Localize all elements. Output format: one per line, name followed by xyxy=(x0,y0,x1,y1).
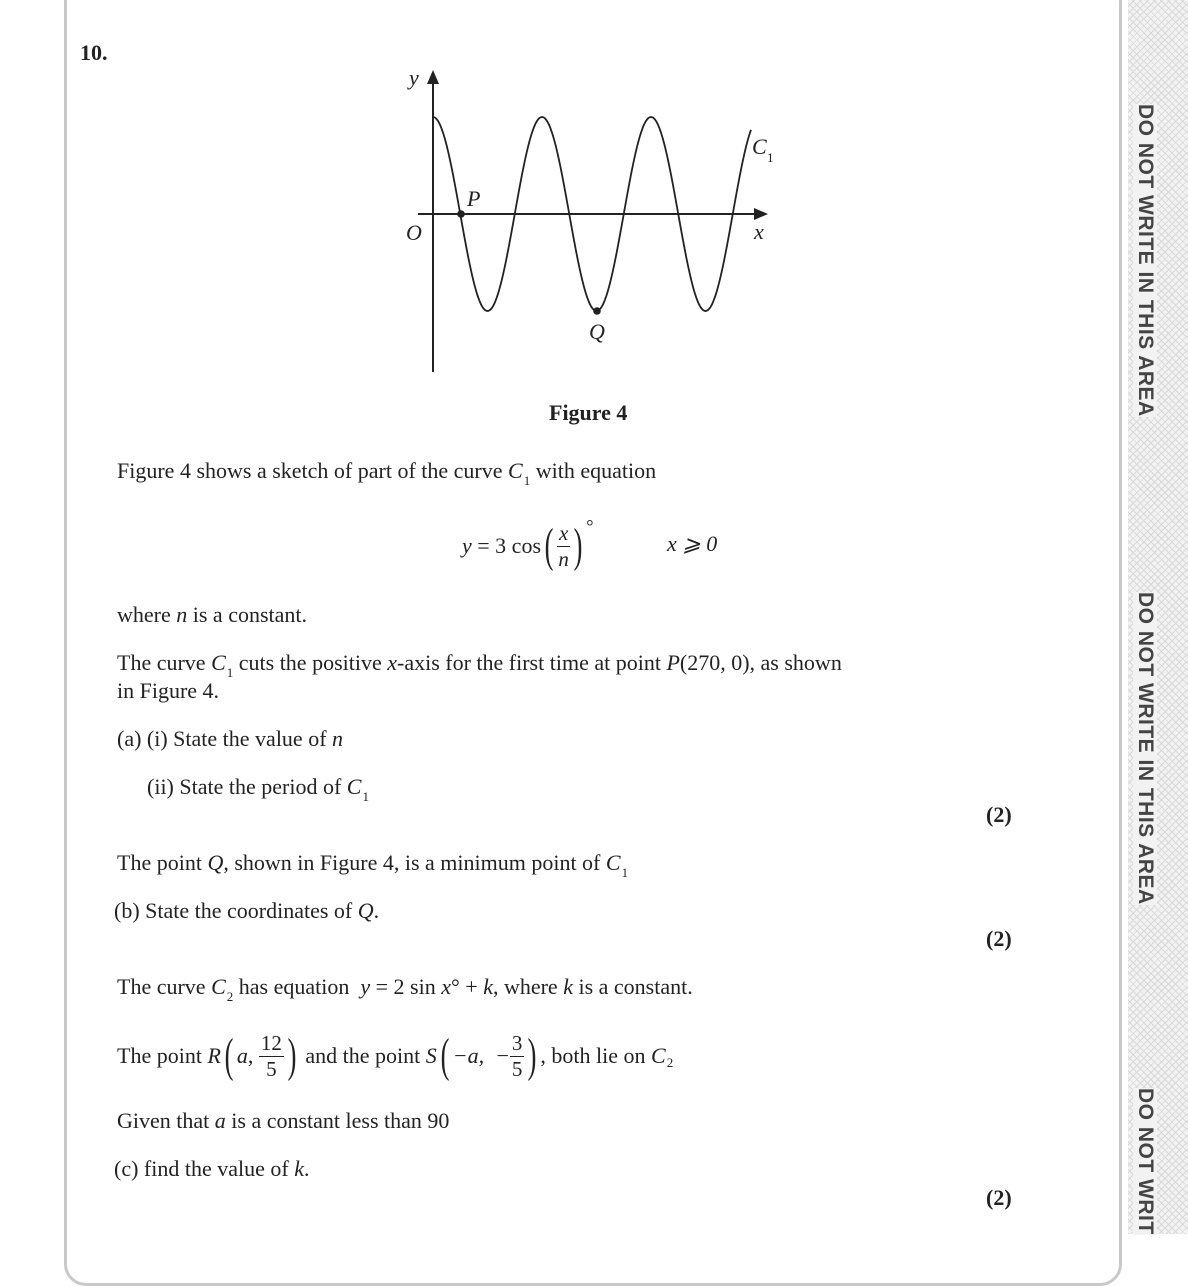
eq-rhs: = 3 cos xyxy=(477,533,541,558)
pts-s: S xyxy=(425,1043,437,1068)
part-b-label: (b) State the coordinates of xyxy=(114,898,358,923)
c2-sub: 2 xyxy=(226,989,234,1004)
pts-s-paren-right: ) xyxy=(528,1029,537,1082)
pts-s-den: 5 xyxy=(511,1056,523,1081)
c2-k: k xyxy=(483,974,493,999)
pts-r-comma: , xyxy=(247,1043,259,1068)
pts-s-a: −a, − xyxy=(452,1043,510,1068)
pq-var: Q xyxy=(207,850,224,875)
part-a-i-label: (a) (i) State the value of xyxy=(117,726,333,751)
cuts-sub: 1 xyxy=(226,665,234,680)
eq-fraction xyxy=(557,520,570,571)
part-c-post: . xyxy=(303,1156,310,1181)
pq-curve: C xyxy=(605,850,621,875)
c2-eq-y: y xyxy=(360,974,371,999)
origin-label: O xyxy=(406,220,422,245)
point-p-dot xyxy=(457,210,465,218)
marks-c: (2) xyxy=(986,1185,1012,1210)
given-post: is a constant less than 90 xyxy=(225,1108,450,1133)
part-b-var: Q xyxy=(357,898,374,923)
intro-sub: 1 xyxy=(523,473,531,488)
intro-post: with equation xyxy=(530,458,657,483)
given-text xyxy=(117,1108,449,1134)
part-c xyxy=(114,1156,309,1182)
intro-pre: Figure 4 shows a sketch of part of the curve xyxy=(117,458,509,483)
intro-curve: C xyxy=(508,458,523,483)
cuts-text-line2: in Figure 4. xyxy=(117,678,220,703)
part-b xyxy=(114,898,379,924)
margin-warning-3: DO NOT WRIT xyxy=(1134,1088,1157,1235)
eq-paren-left: ( xyxy=(544,519,554,572)
given-pre: Given that xyxy=(117,1108,215,1133)
marks-b: (2) xyxy=(986,926,1012,951)
pts-curve: C xyxy=(651,1043,666,1068)
part-a-i-var: n xyxy=(332,726,344,751)
pts-r-den: 5 xyxy=(266,1056,277,1081)
c2-mid: has equation xyxy=(233,974,361,999)
c2-curve: C xyxy=(211,974,226,999)
part-a-i xyxy=(117,726,343,752)
point-q-text xyxy=(117,850,629,880)
pts-r-paren-left: ( xyxy=(224,1029,234,1082)
marks-a: (2) xyxy=(986,802,1012,827)
cuts-mid: cuts the positive xyxy=(233,650,388,675)
y-axis-arrow xyxy=(427,70,439,84)
eq-num: x xyxy=(558,520,569,545)
pts-r-a: a xyxy=(236,1043,248,1068)
cuts-point: P xyxy=(666,650,680,675)
curve-label: C xyxy=(752,134,767,159)
curve-label-sub: 1 xyxy=(767,150,774,165)
part-c-label: (c) find the value of xyxy=(114,1156,295,1181)
pts-sub: 2 xyxy=(666,1055,674,1070)
pts-s-paren-left: ( xyxy=(440,1029,450,1082)
cuts-curve: C xyxy=(211,650,226,675)
point-p-label: P xyxy=(467,186,481,211)
given-var: a xyxy=(214,1108,226,1133)
where-pre: where xyxy=(117,602,177,627)
eq-degree: ° xyxy=(586,515,594,536)
pts-s-fraction xyxy=(510,1030,525,1081)
c2-text xyxy=(117,974,693,1004)
point-q-dot xyxy=(593,307,601,315)
equation xyxy=(462,514,594,578)
points-text xyxy=(117,1024,673,1088)
y-axis-label: y xyxy=(409,65,419,90)
cuts-xvar: x xyxy=(387,650,397,675)
where-post: is a constant. xyxy=(187,602,308,627)
point-q-label: Q xyxy=(589,319,605,344)
pts-r-num: 12 xyxy=(260,1030,282,1055)
eq-den: n xyxy=(558,546,569,571)
question-number: 10. xyxy=(80,40,108,65)
part-c-var: k xyxy=(294,1156,304,1181)
pts-s-num: 3 xyxy=(511,1030,523,1055)
pts-pre: The point xyxy=(117,1043,208,1068)
intro-text xyxy=(117,458,657,488)
part-a-ii xyxy=(147,774,369,804)
c2-pre: The curve xyxy=(117,974,212,999)
pts-r-fraction xyxy=(259,1030,284,1081)
x-axis-label: x xyxy=(754,219,764,244)
c2-post: , where xyxy=(492,974,564,999)
part-a-ii-sub: 1 xyxy=(362,789,369,804)
c2-eq-x: x xyxy=(441,974,451,999)
part-a-ii-curve: C xyxy=(346,774,362,799)
part-a-ii-label: (ii) State the period of xyxy=(147,774,347,799)
cuts-text-line1 xyxy=(117,650,842,680)
eq-paren-right: ) xyxy=(573,519,583,572)
pts-r: R xyxy=(207,1043,221,1068)
margin-warning-1: DO NOT WRITE IN THIS AREA xyxy=(1134,104,1157,417)
cuts-mid2: -axis for the first time at point xyxy=(397,650,667,675)
margin-warning-2: DO NOT WRITE IN THIS AREA xyxy=(1134,592,1157,905)
cuts-pre: The curve xyxy=(117,650,212,675)
pq-post: , shown in Figure 4, is a minimum point of xyxy=(223,850,606,875)
eq-lhs: y xyxy=(462,533,472,558)
c2-post2: is a constant. xyxy=(572,974,693,999)
c2-k2: k xyxy=(563,974,573,999)
c2-eq2: ° + xyxy=(450,974,484,999)
where-n-text xyxy=(117,602,307,628)
pts-post: , both lie on xyxy=(540,1043,652,1068)
eq-domain: x ⩾ 0 xyxy=(667,531,718,556)
c2-eq: = 2 sin xyxy=(370,974,442,999)
cuts-coords: (270, 0), as shown xyxy=(679,650,842,675)
where-var: n xyxy=(176,602,188,627)
part-b-post: . xyxy=(373,898,380,923)
pq-sub: 1 xyxy=(621,865,629,880)
pts-mid: and the point xyxy=(299,1043,426,1068)
pq-pre: The point xyxy=(117,850,208,875)
figure-caption: Figure 4 xyxy=(549,400,628,425)
pts-r-paren-right: ) xyxy=(287,1029,297,1082)
